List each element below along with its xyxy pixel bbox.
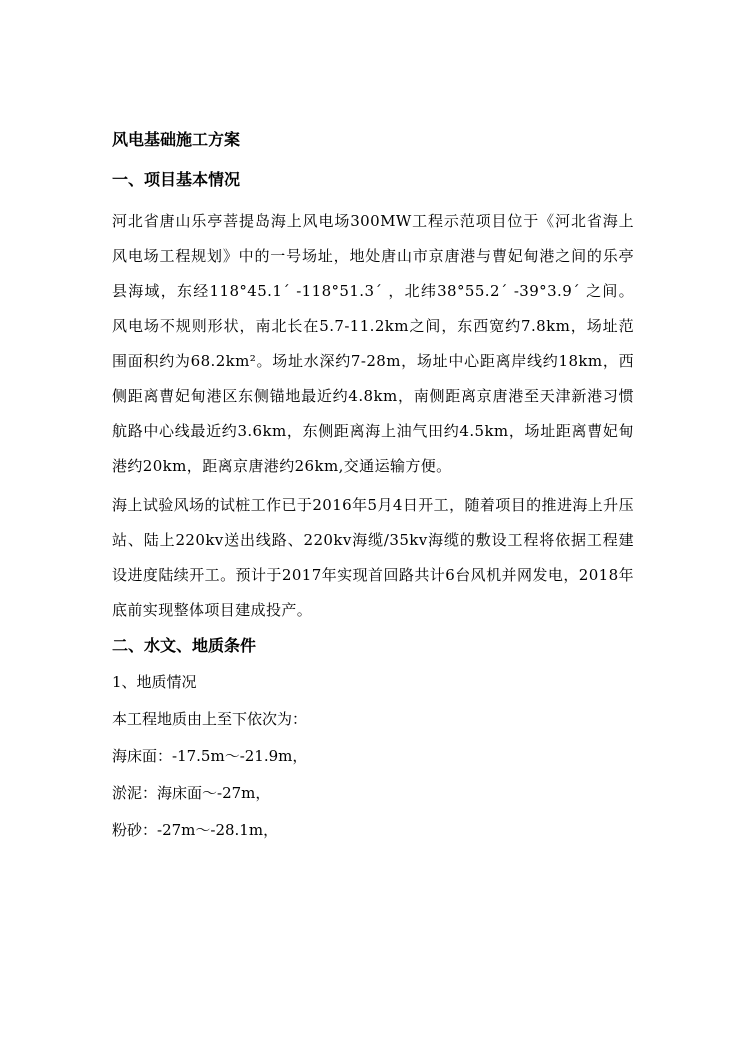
geology-layer-silt: 淤泥：海床面～-27m， [112,784,271,802]
section-heading-project-overview: 一、项目基本情况 [112,170,241,189]
geology-layer-seabed: 海床面：-17.5m～-21.9m， [112,747,308,765]
geology-intro: 本工程地质由上至下依次为： [112,710,308,728]
section-heading-hydro-geology: 二、水文、地质条件 [112,636,257,655]
geology-layer-fine-sand: 粉砂：-27m～-28.1m， [112,821,279,839]
document-title: 风电基础施工方案 [112,130,241,149]
subheading-geology: 1、地质情况 [112,673,197,691]
document-page [112,128,634,855]
paragraph-project-schedule: 海上试验风场的试桩工作已于2016年5月4日开工，随着项目的推进海上升压站、陆上220kv送出线路、220kv海缆/35kv海缆的敷设工程将依据工程建设进度陆续开工。预计于2017年实现首回路共计6台风机并网发电，2018年底前实现整体项目建成投产。 [112,496,634,619]
paragraph-project-location: 河北省唐山乐亭菩提岛海上风电场300MW工程示范项目位于《河北省海上风电场工程规划》中的一号场址，地处唐山市京唐港与曹妃甸港之间的乐亭县海域，东经118°45.1´ -118°51.3´ ，北纬38°55.2´ -39°3.9´ 之间。风电场不规则形状，南北长在5.7-11.2km之间，东西宽约7.8km，场址范围面积约为68.2km²。场址水深约7-28m，场址中心距离岸线约18km，西侧距离曹妃甸港区东侧锚地最近约4.8km，南侧距离京唐港至天津新港习惯航路中心线最近约3.6km，东侧距离海上油气田约4.5km，场址距离曹妃甸港约20km，距离京唐港约26km,交通运输方便。 [112,212,634,475]
